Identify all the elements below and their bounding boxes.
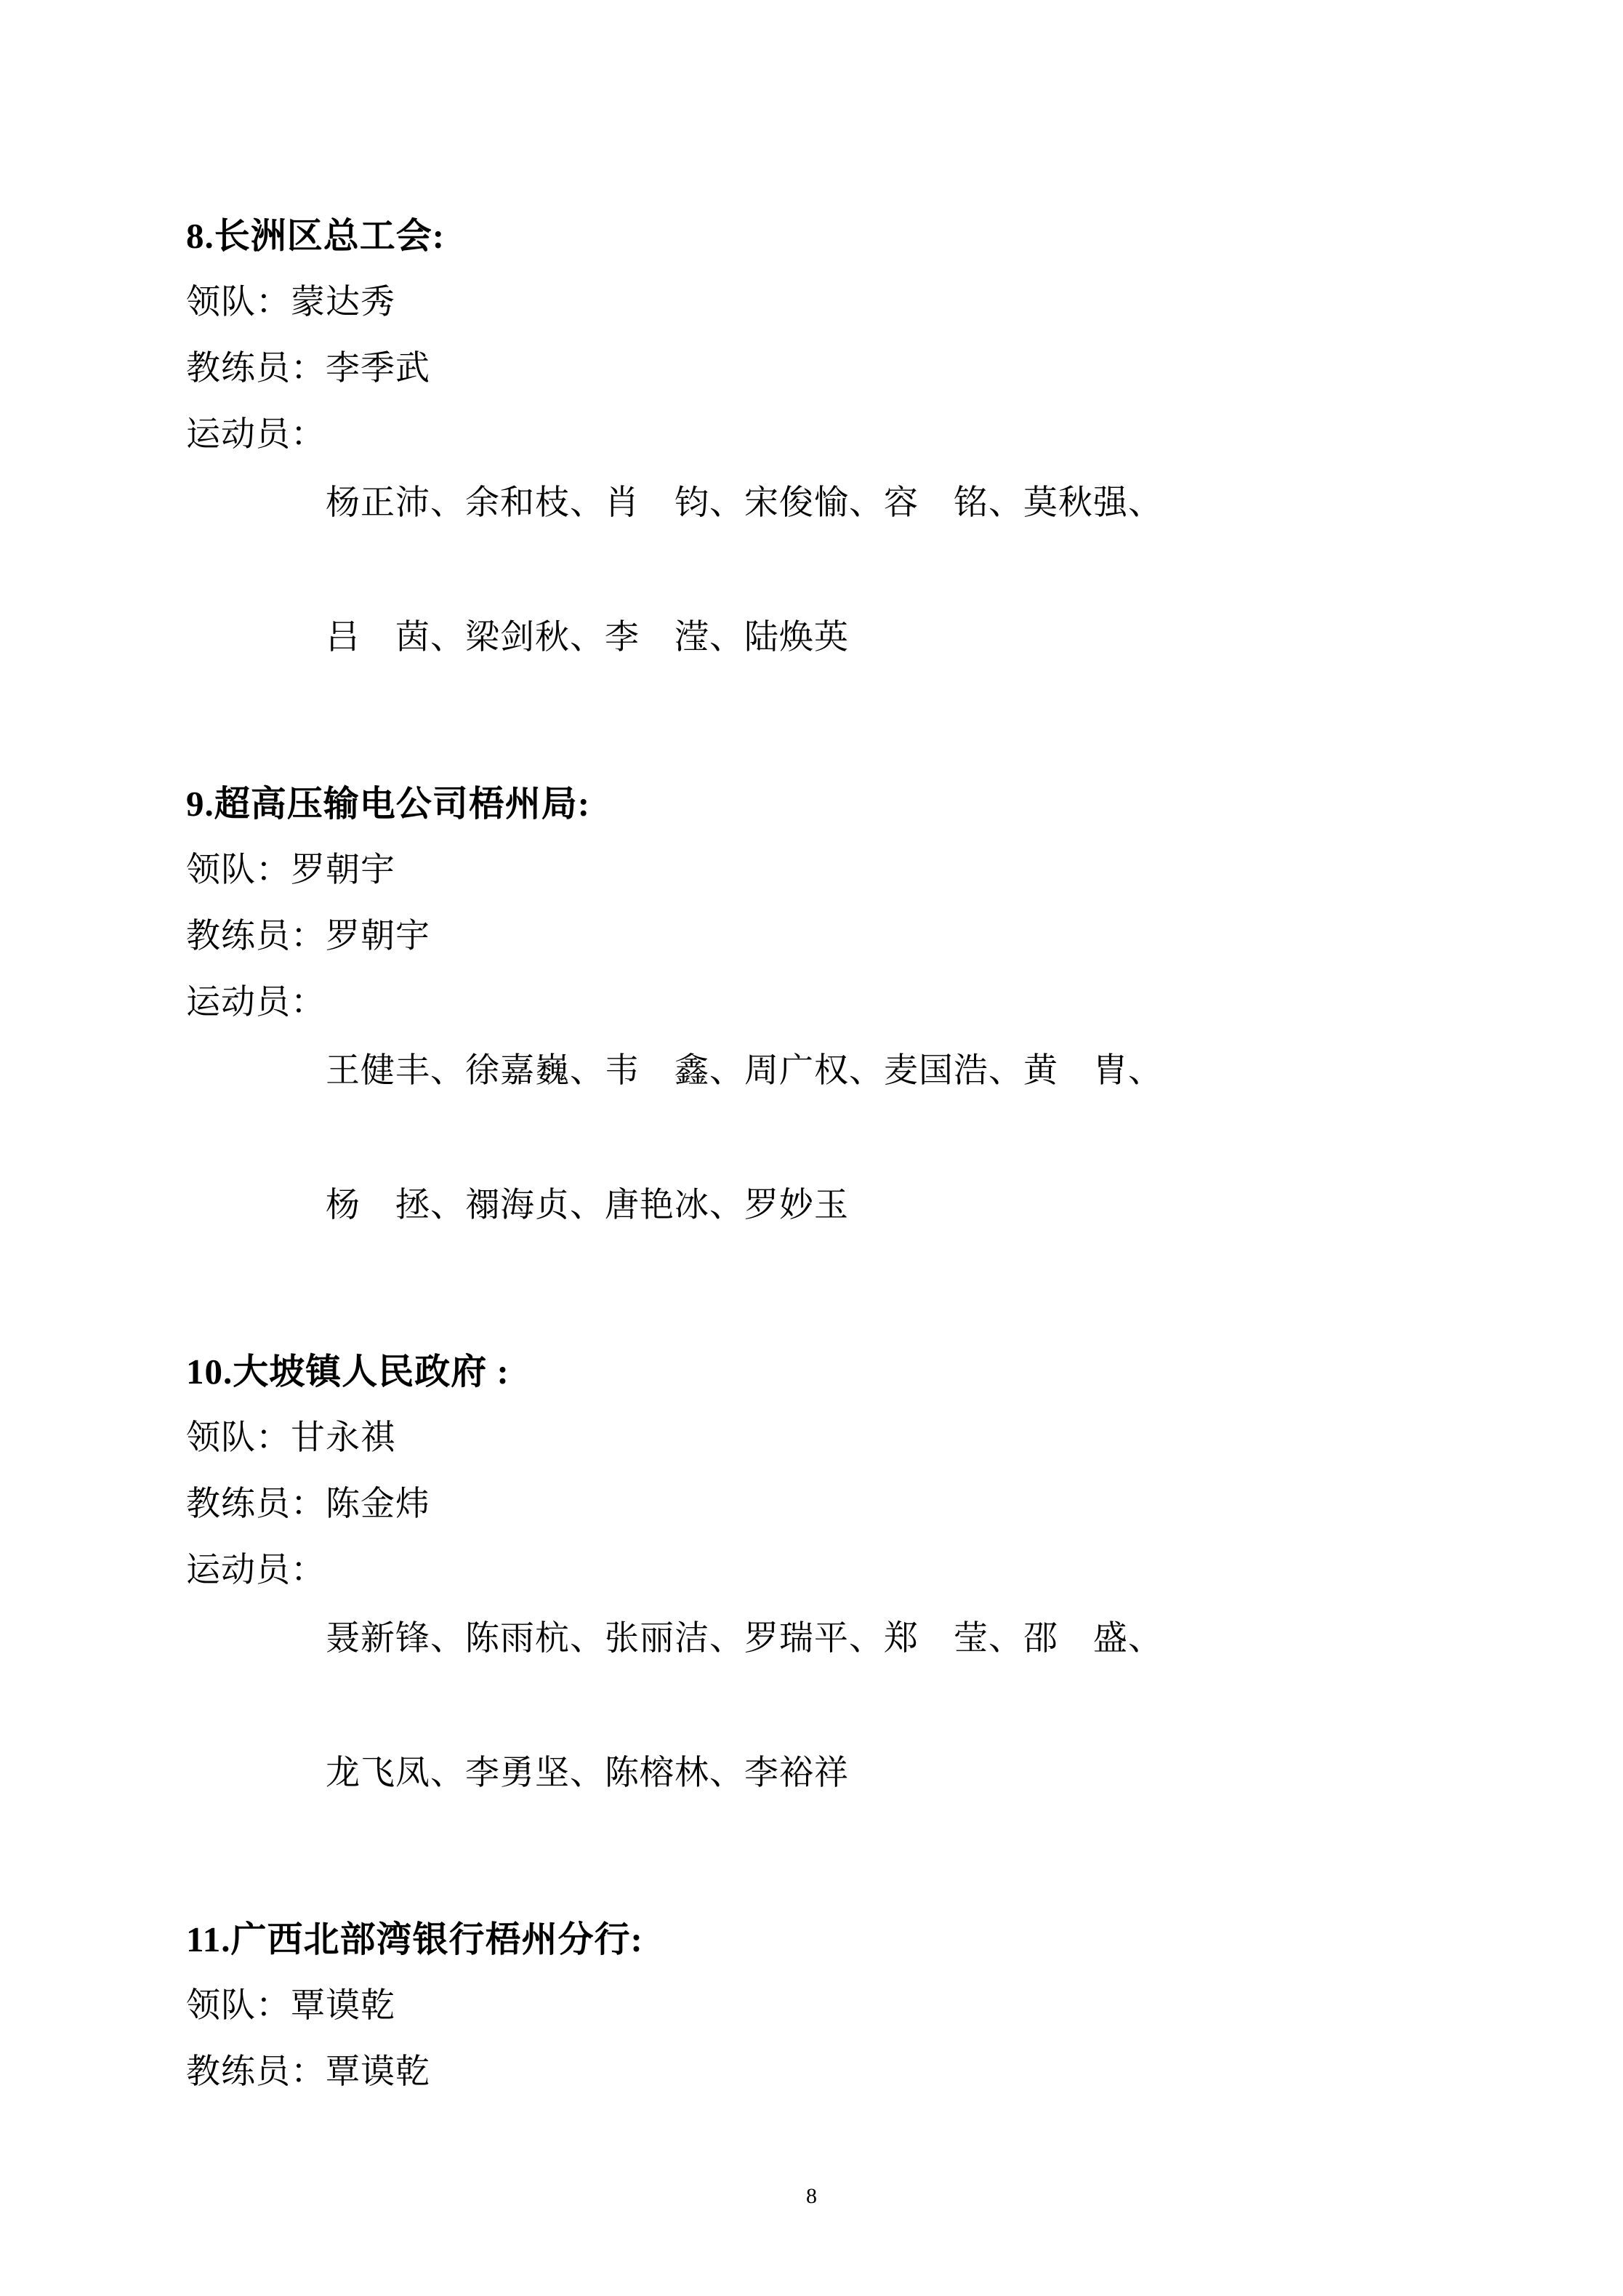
team-athletes [186,986,1405,1291]
team-block [186,1919,1405,2091]
team-athletes-line: 王健丰、徐嘉巍、韦 鑫、周广权、麦国浩、黄 胄、 [326,1052,1163,1090]
page-number: 8 [806,2184,817,2208]
team-athletes-line: 吕 茵、梁剑秋、李 滢、陆焕英 [326,619,849,657]
team-coach-line: 教练员：李季武 [186,350,430,388]
team-athletes [186,1554,1405,1859]
team-athletes-line: 杨正沛、余和枝、肖 钧、宋俊愉、容 铭、莫秋强、 [326,484,1163,522]
team-leader-line: 领队：覃谟乾 [186,1987,395,2025]
document-body [186,218,1405,2090]
team-athletes-line: 杨 拯、禤海贞、唐艳冰、罗妙玉 [326,1187,849,1224]
team-athletes-label: 运动员： [186,984,326,1021]
team-block [186,786,1405,1291]
team-athletes [186,418,1405,723]
team-heading: 8.长洲区总工会: [186,216,446,256]
team-athletes-lines [326,986,1405,1291]
team-leader-line: 领队：甘永祺 [186,1419,395,1457]
team-coach-line: 教练员：罗朝宇 [186,918,430,955]
team-athletes-line: 聂新锋、陈雨杭、张丽洁、罗瑞平、郑 莹、邵 盛、 [326,1620,1163,1658]
team-block [186,1354,1405,1859]
team-athletes-lines [326,418,1405,723]
team-heading: 9.超高压输电公司梧州局: [186,784,591,824]
team-heading: 10.大坡镇人民政府 : [186,1352,510,1392]
team-athletes-label: 运动员： [186,1552,326,1589]
team-leader-line: 领队：蒙达秀 [186,284,395,321]
team-coach-line: 教练员：覃谟乾 [186,2053,430,2091]
team-athletes-label: 运动员： [186,416,326,454]
team-block [186,218,1405,723]
team-heading: 11.广西北部湾银行梧州分行: [186,1919,643,1959]
team-leader-line: 领队：罗朝宇 [186,851,395,889]
team-coach-line: 教练员：陈金炜 [186,1485,430,1523]
team-athletes-line: 龙飞凤、李勇坚、陈榕林、李裕祥 [326,1754,849,1792]
team-athletes-lines [326,1554,1405,1859]
